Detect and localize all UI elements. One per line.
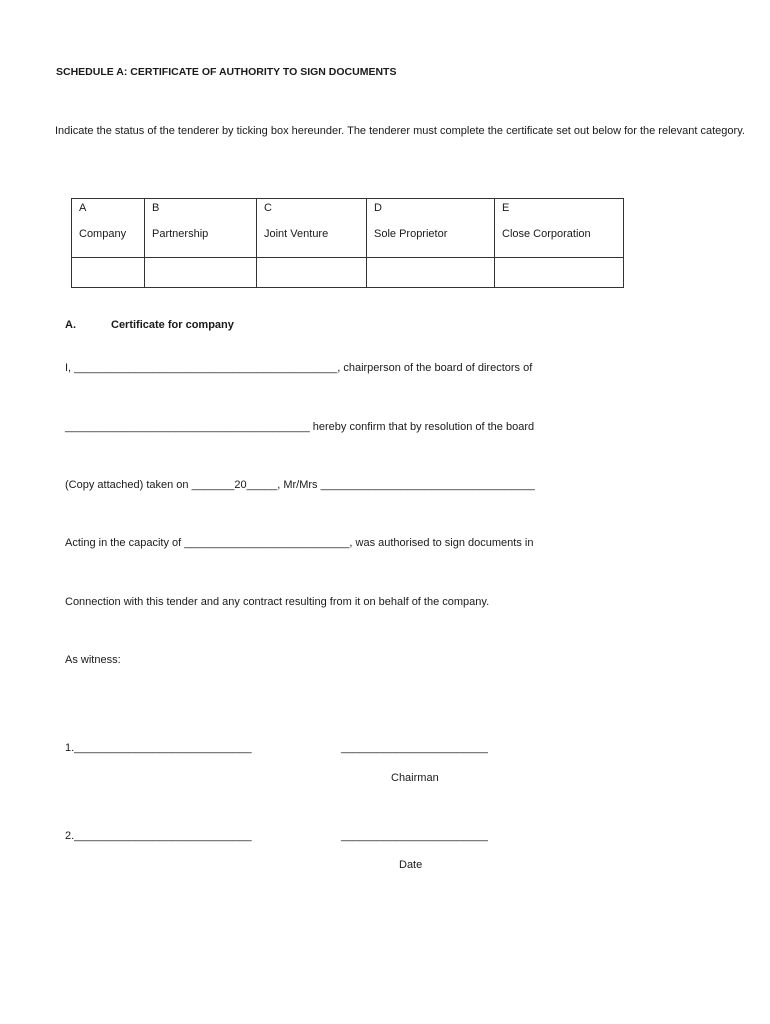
witness-2-line: 2._____________________________ [65,830,252,842]
column-label: Partnership [152,228,209,240]
status-column-close-corporation [495,199,624,258]
column-label: Close Corporation [502,228,591,240]
column-label: Sole Proprietor [374,228,448,240]
tick-box-company[interactable] [72,258,145,288]
status-column-company [72,199,145,258]
tick-box-joint-venture[interactable] [257,258,367,288]
date-signature-line: ________________________ [341,830,488,842]
chairman-caption: Chairman [391,772,439,784]
certificate-line-5: Connection with this tender and any contract resulting from it on behalf of the company. [65,596,490,608]
section-number: A. [65,319,76,331]
intro-paragraph: Indicate the status of the tenderer by ticking box hereunder. The tenderer must complete the certificate set out below for the relevant category. [55,125,745,137]
column-label: Company [79,228,127,240]
column-letter: C [264,202,272,214]
status-table [71,198,624,288]
status-column-partnership [145,199,257,258]
document-title: SCHEDULE A: CERTIFICATE OF AUTHORITY TO SIGN DOCUMENTS [56,66,397,78]
status-column-sole-proprietor [367,199,495,258]
section-title: Certificate for company [111,319,234,331]
status-table-header-row [72,199,624,258]
column-letter: D [374,202,382,214]
column-letter: A [79,202,87,214]
certificate-line-3: (Copy attached) taken on _______20_____, Mr/Mrs ___________________________________ [65,479,535,491]
certificate-line-2: ________________________________________ hereby confirm that by resolution of the board [65,421,535,433]
column-letter: E [502,202,510,214]
witness-1-line: 1._____________________________ [65,742,252,754]
status-tick-row [72,258,624,288]
tick-box-close-corporation[interactable] [495,258,624,288]
column-letter: B [152,202,160,214]
date-caption: Date [399,859,423,871]
certificate-line-4: Acting in the capacity of ___________________________, was authorised to sign documents in [65,537,534,549]
witness-label: As witness: [65,654,121,666]
certificate-line-1: I, ___________________________________________, chairperson of the board of directors of [65,362,533,374]
tick-box-sole-proprietor[interactable] [367,258,495,288]
column-label: Joint Venture [264,228,329,240]
chairman-signature-line: ________________________ [341,742,488,754]
status-column-joint-venture [257,199,367,258]
tick-box-partnership[interactable] [145,258,257,288]
